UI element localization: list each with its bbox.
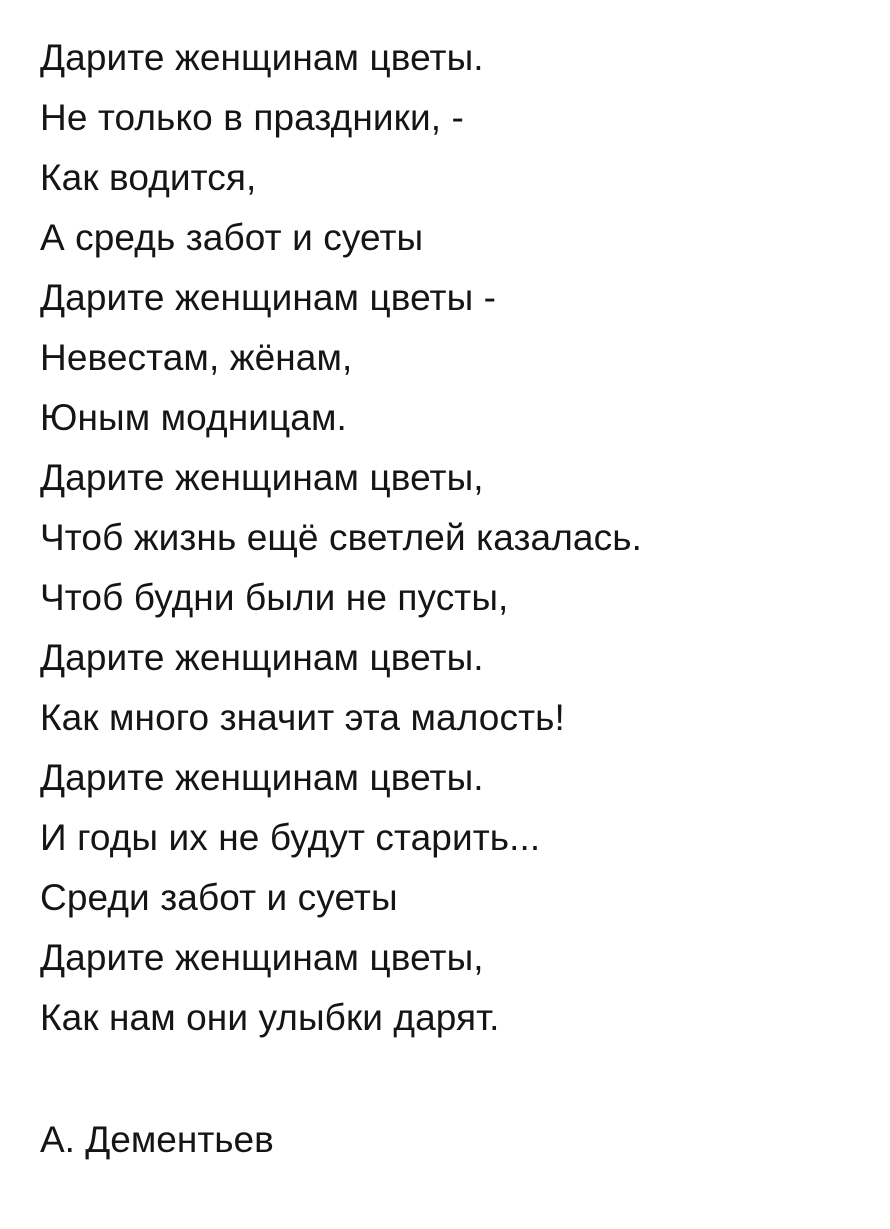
poem-line: Дарите женщинам цветы. xyxy=(40,757,484,798)
poem-line: А средь забот и суеты xyxy=(40,217,424,258)
poem-line: Как много значит эта малость! xyxy=(40,697,565,738)
poem-line: Юным модницам. xyxy=(40,397,347,438)
poem-line: Невестам, жёнам, xyxy=(40,337,353,378)
paragraph-spacer xyxy=(40,1048,850,1110)
poem-line: Дарите женщинам цветы - xyxy=(40,277,497,318)
poem-line: Дарите женщинам цветы. xyxy=(40,637,484,678)
poem-line: Дарите женщинам цветы. xyxy=(40,37,484,78)
poem-line: Дарите женщинам цветы, xyxy=(40,937,484,978)
poem-author: А. Дементьев xyxy=(40,1119,274,1160)
poem-line: И годы их не будут старить... xyxy=(40,817,541,858)
poem-line: Чтоб жизнь ещё светлей казалась. xyxy=(40,517,642,558)
poem-line: Дарите женщинам цветы, xyxy=(40,457,484,498)
poem-line: Как нам они улыбки дарят. xyxy=(40,997,500,1038)
poem-line: Как водится, xyxy=(40,157,257,198)
poem-line: Чтоб будни были не пусты, xyxy=(40,577,509,618)
poem-body xyxy=(40,28,850,1048)
poem-line: Не только в праздники, - xyxy=(40,97,464,138)
poem-line: Среди забот и суеты xyxy=(40,877,398,918)
